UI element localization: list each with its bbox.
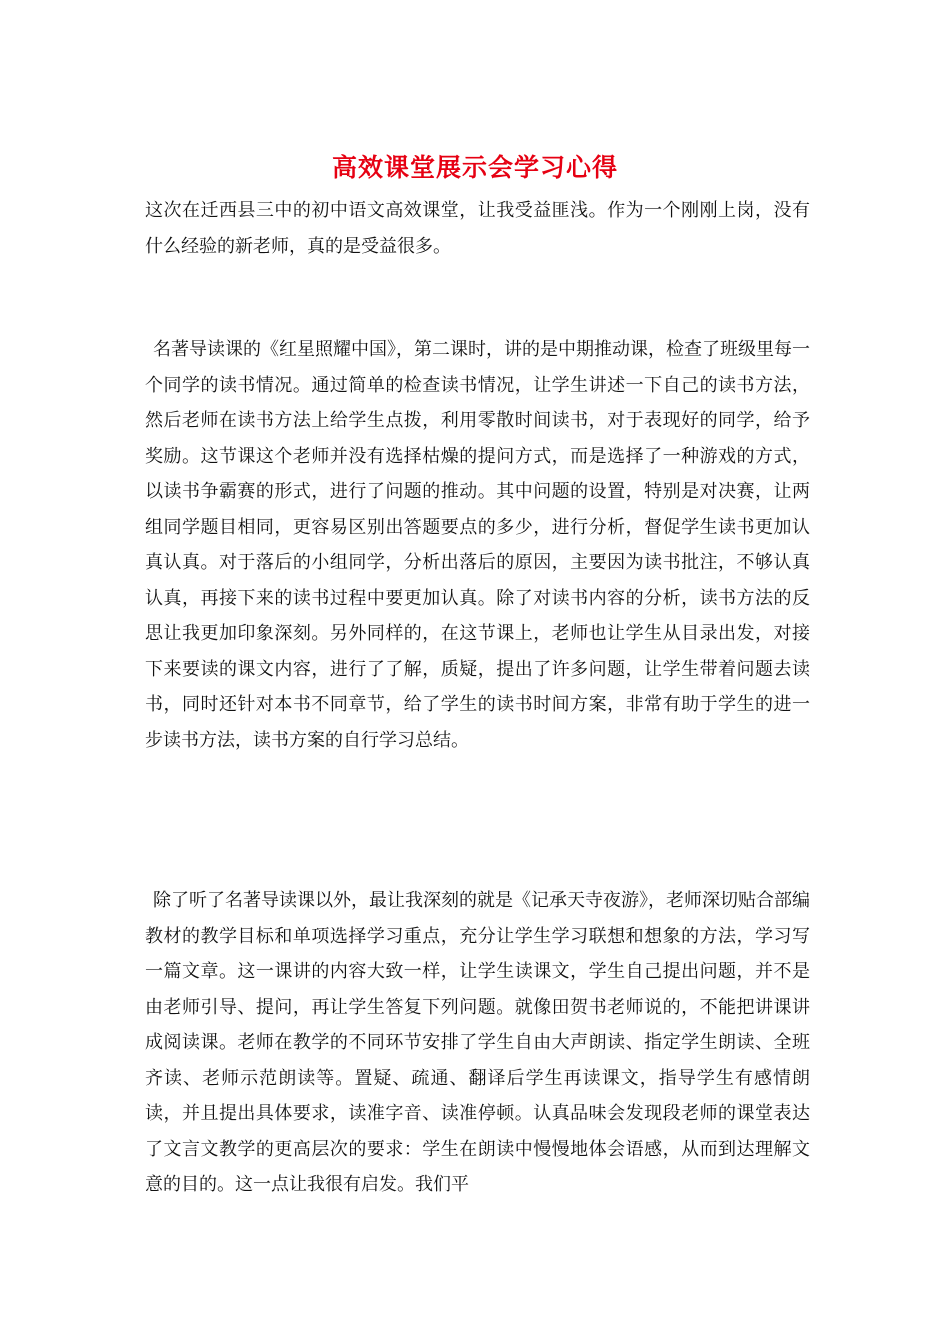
paragraph-reading-guide: 名著导读课的《红星照耀中国》，第二课时，讲的是中期推动课，检查了班级里每一个同学的读书情况。通过简单的检查读书情况，让学生讲述一下自己的读书方法，然后老师在读书方法上给学生点拨，利用零散时间读书，对于表现好的同学，给予奖励。这节课这个老师并没有选择枯燥的提问方式，而是选择了一种游戏的方式，以读书争霸赛的形式，进行了问题的推动。其中问题的设置，特别是对决赛，让两组同学题目相同，更容易区别出答题要点的多少，进行分析，督促学生读书更加认真认真。对于落后的小组同学，分析出落后的原因，主要因为读书批注，不够认真认真，再接下来的读书过程中要更加认真。除了对读书内容的分析，读书方法的反思让我更加印象深刻。另外同样的，在这节课上，老师也让学生从目录出发，对接下来要读的课文内容，进行了了解，质疑，提出了许多问题，让学生带着问题去读书，同时还针对本书不同章节，给了学生的读书时间方案，非常有助于学生的进一步读书方法，读书方案的自行学习总结。: [145, 339, 810, 751]
paragraph-intro: 这次在迁西县三中的初中语文高效课堂，让我受益匪浅。作为一个刚刚上岗，没有什么经验的新老师，真的是受益很多。: [145, 200, 810, 257]
page-title: 高效课堂展示会学习心得: [331, 153, 618, 182]
paragraph-classical-text: 除了听了名著导读课以外，最让我深刻的就是《记承天寺夜游》，老师深切贴合部编教材的教学目标和单项选择学习重点，充分让学生学习联想和想象的方法，学习写一篇文章。这一课讲的内容大致一样，让学生读课文，学生自己提出问题，并不是由老师引导、提问，再让学生答复下列问题。就像田贺书老师说的，不能把讲课讲成阅读课。老师在教学的不同环节安排了学生自由大声朗读、指定学生朗读、全班齐读、老师示范朗读等。置疑、疏通、翻译后学生再读课文，指导学生有感情朗读，并且提出具体要求，读准字音、读准停顿。认真品味会发现段老师的课堂表达了文言文教学的更高层次的要求：学生在朗读中慢慢地体会语感，从而到达理解文意的目的。这一点让我很有启发。我们平: [145, 890, 810, 1195]
